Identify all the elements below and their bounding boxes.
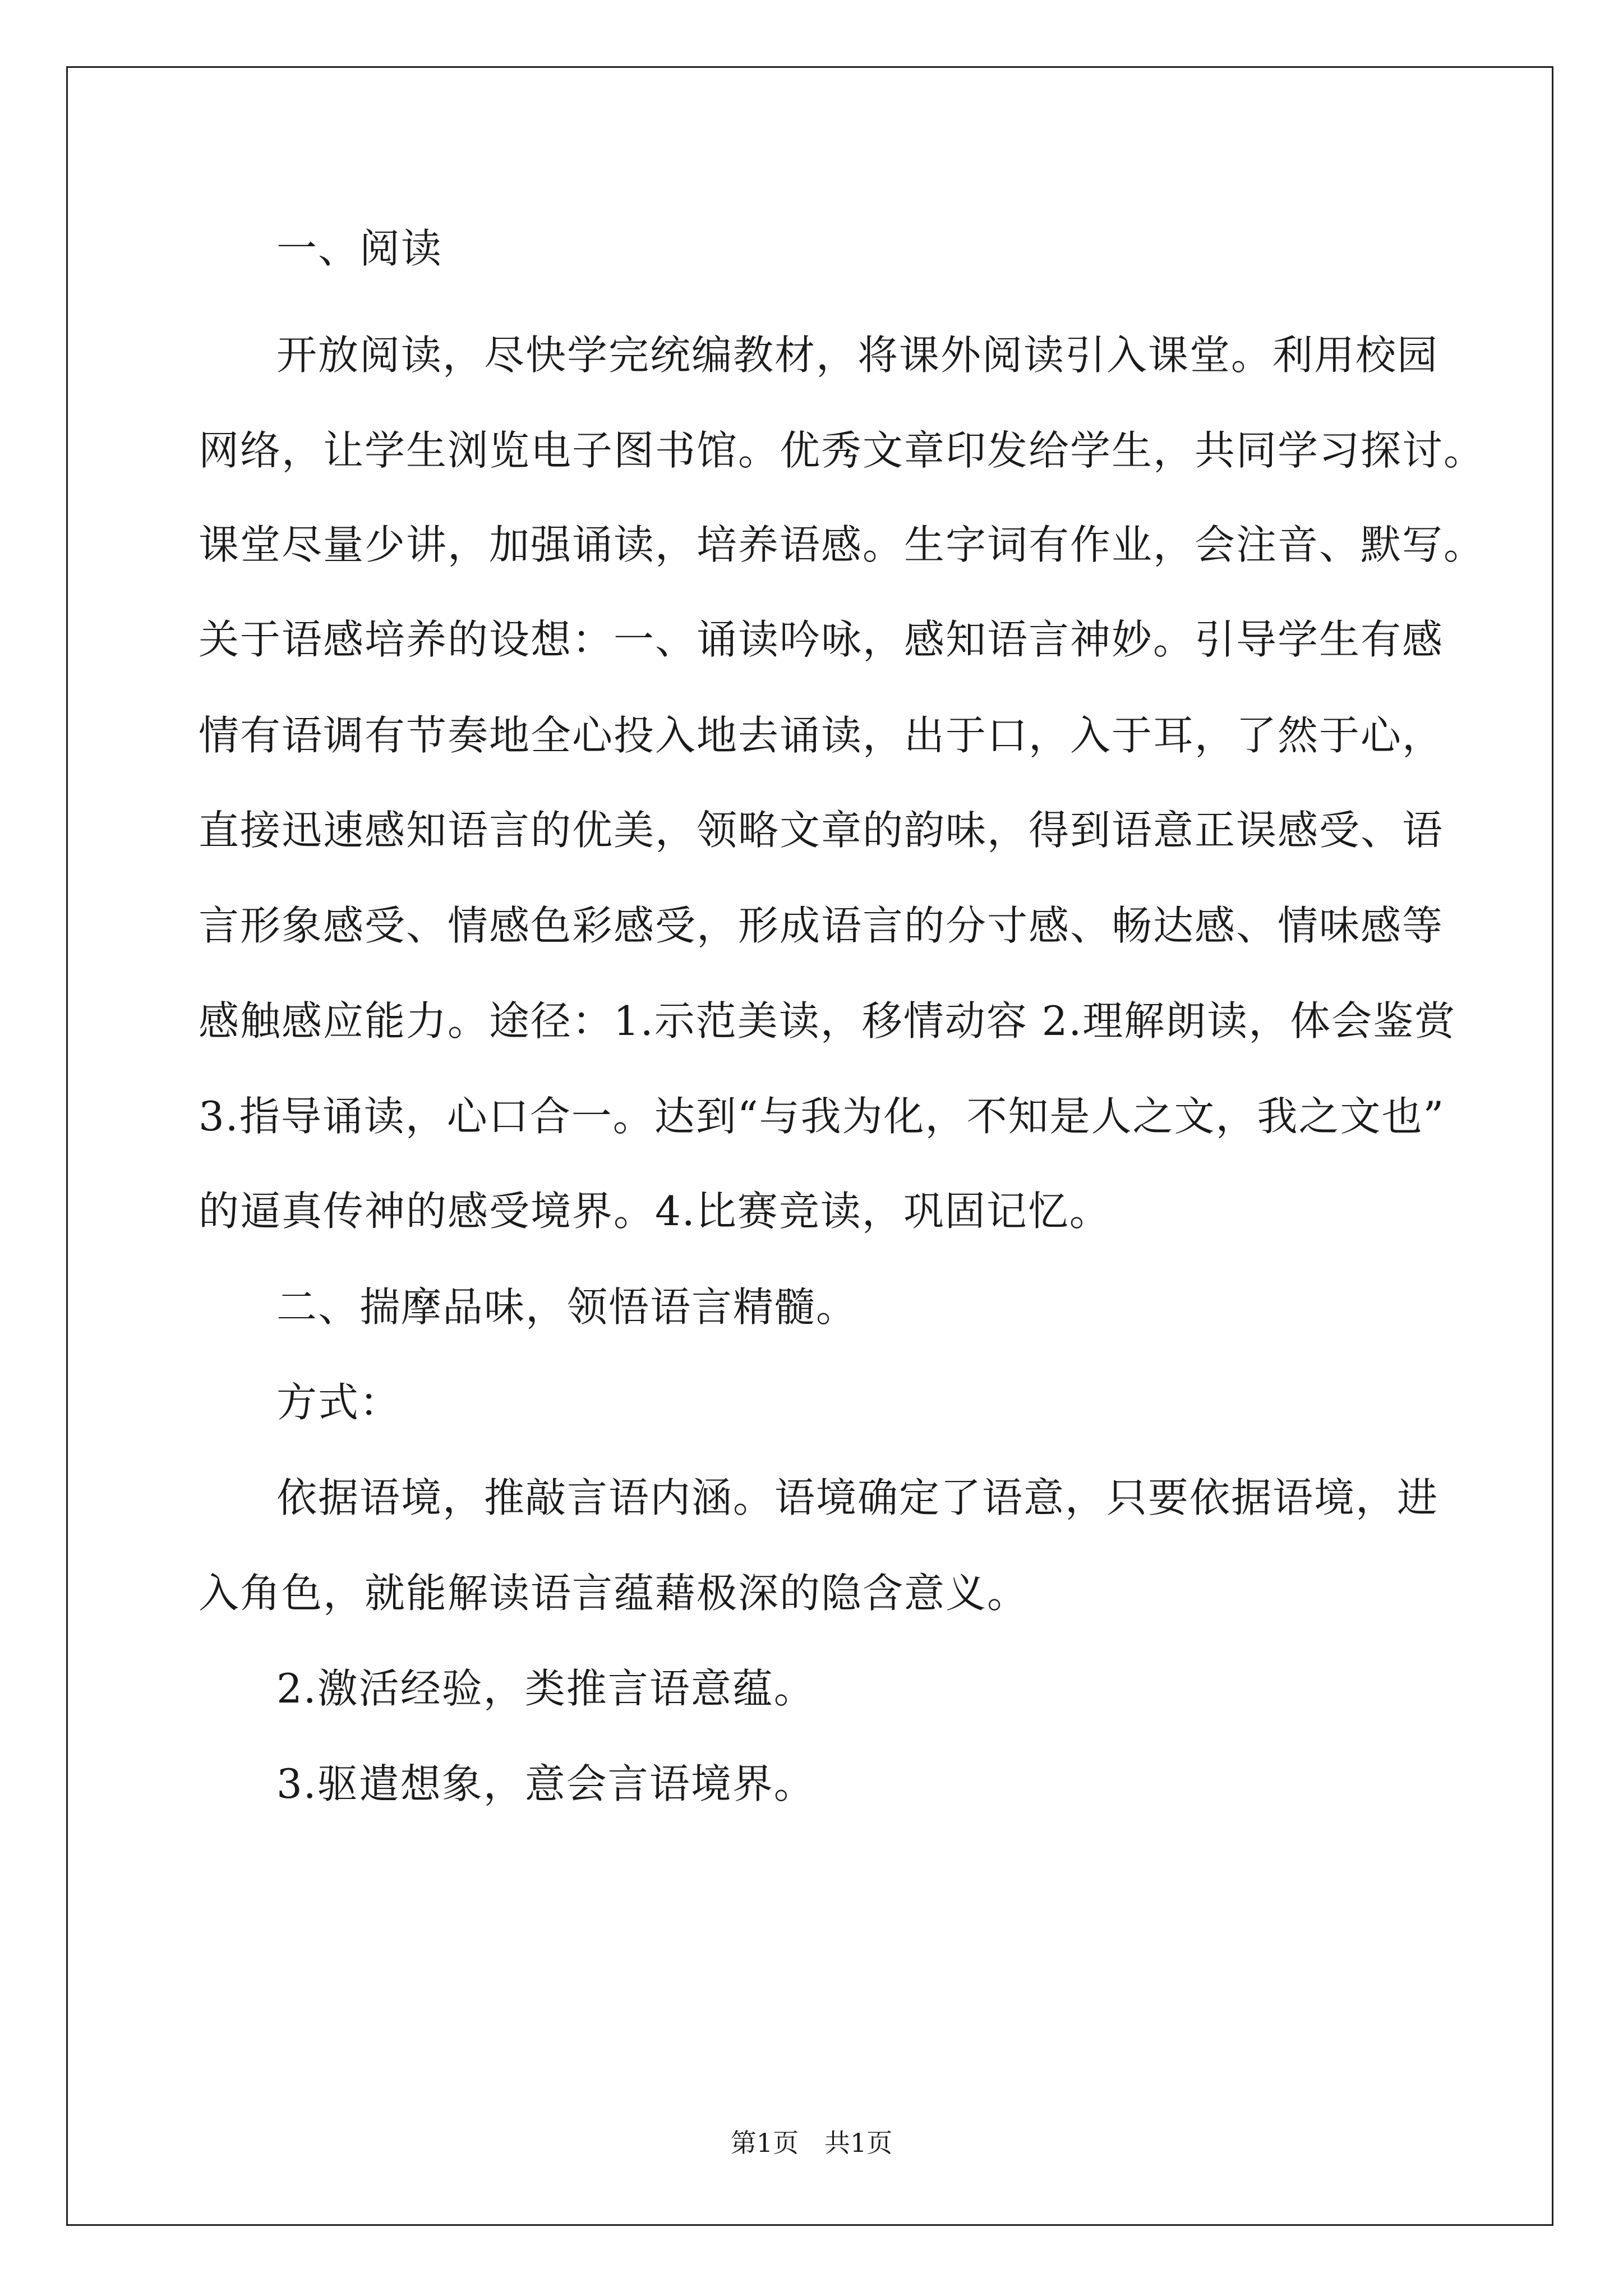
paragraph-line: 入角色，就能解读语言蕴藉极深的隐含意义。: [199, 1570, 1029, 1617]
paragraph-line: 3.指导诵读，心口合一。达到“与我为化，不知是人之文，我之文也”: [199, 1093, 1445, 1140]
paragraph-line: 情有语调有节奏地全心投入地去诵读，出于口，入于耳，了然于心，: [199, 712, 1444, 759]
paragraph-line: 直接迅速感知语言的优美，领略文章的韵味，得到语意正误感受、语: [199, 807, 1444, 854]
section-heading-savoring: 二、揣摩品味，领悟语言精髓。: [276, 1283, 858, 1331]
paragraph-line: 依据语境，推敲言语内涵。语境确定了语意，只要依据语境，进: [276, 1474, 1439, 1521]
paragraph-line: 课堂尽量少讲，加强诵读，培养语感。生字词有作业，会注音、默写。: [199, 521, 1486, 568]
list-item: 3.驱遣想象，意会言语境界。: [276, 1760, 815, 1807]
page-number-footer: 第1页 共1页: [730, 2128, 893, 2158]
paragraph-line: 感触感应能力。途径：1.示范美读，移情动容 2.理解朗读，体会鉴赏: [199, 997, 1456, 1045]
paragraph-line: 关于语感培养的设想：一、诵读吟咏，感知语言神妙。引导学生有感: [199, 616, 1444, 663]
page-border: [66, 66, 1553, 2226]
paragraph-line: 网络，让学生浏览电子图书馆。优秀文章印发给学生，共同学习探讨。: [199, 427, 1486, 474]
list-item: 2.激活经验，类推言语意蕴。: [276, 1665, 815, 1712]
paragraph-line: 的逼真传神的感受境界。4.比赛竞读，巩固记忆。: [199, 1188, 1111, 1235]
paragraph-line: 言形象感受、情感色彩感受，形成语言的分寸感、畅达感、情味感等: [199, 902, 1444, 949]
section-heading-reading: 一、阅读: [276, 225, 443, 272]
paragraph-line: 开放阅读，尽快学完统编教材，将课外阅读引入课堂。利用校园: [276, 332, 1439, 379]
method-label: 方式：: [276, 1379, 402, 1426]
